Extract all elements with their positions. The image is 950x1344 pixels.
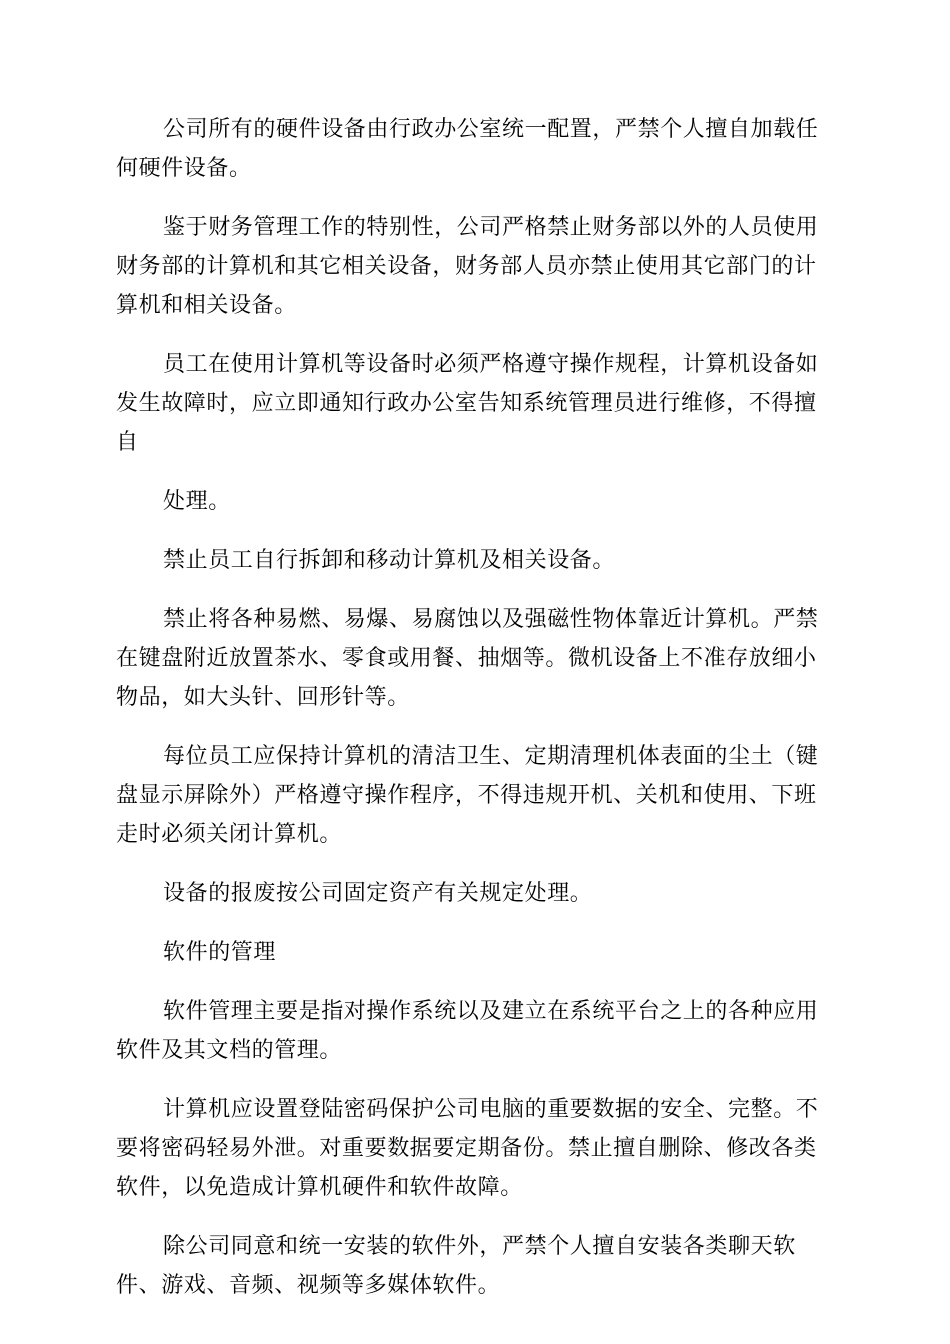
paragraph-operating-rules: 员工在使用计算机等设备时必须严格遵守操作规程，计算机设备如发生故障时，应立即通知行政办公室告知系统管理员进行维修，不得擅自: [116, 352, 819, 455]
paragraph-no-disassembly: 禁止员工自行拆卸和移动计算机及相关设备。: [163, 548, 616, 573]
paragraph-hazard-items: 禁止将各种易燃、易爆、易腐蚀以及强磁性物体靠近计算机。严禁在键盘附近放置茶水、零食或用餐、抽烟等。微机设备上不准存放细小物品，如大头针、回形针等。: [116, 607, 819, 710]
paragraph-software-definition: 软件管理主要是指对操作系统以及建立在系统平台之上的各种应用软件及其文档的管理。: [116, 999, 819, 1063]
paragraph-handle: 处理。: [163, 489, 231, 514]
paragraph-scrapping: 设备的报废按公司固定资产有关规定处理。: [163, 881, 593, 906]
document-body: [116, 110, 834, 1325]
paragraph-unauthorized-software: 除公司同意和统一安装的软件外，严禁个人擅自安装各类聊天软件、游戏、音频、视频等多媒体软件。: [116, 1234, 796, 1298]
paragraph-hardware-config: 公司所有的硬件设备由行政办公室统一配置，严禁个人擅自加载任何硬件设备。: [116, 117, 819, 181]
paragraph-cleaning: 每位员工应保持计算机的清洁卫生、定期清理机体表面的尘土（键盘显示屏除外）严格遵守操作程序，不得违规开机、关机和使用、下班走时必须关闭计算机。: [116, 744, 819, 847]
section-heading-software: 软件的管理: [163, 940, 277, 965]
paragraph-finance-equipment: 鉴于财务管理工作的特别性，公司严格禁止财务部以外的人员使用财务部的计算机和其它相关设备，财务部人员亦禁止使用其它部门的计算机和相关设备。: [116, 215, 819, 318]
paragraph-password: 计算机应设置登陆密码保护公司电脑的重要数据的安全、完整。不要将密码轻易外泄。对重要数据要定期备份。禁止擅自删除、修改各类软件，以免造成计算机硬件和软件故障。: [116, 1097, 819, 1200]
